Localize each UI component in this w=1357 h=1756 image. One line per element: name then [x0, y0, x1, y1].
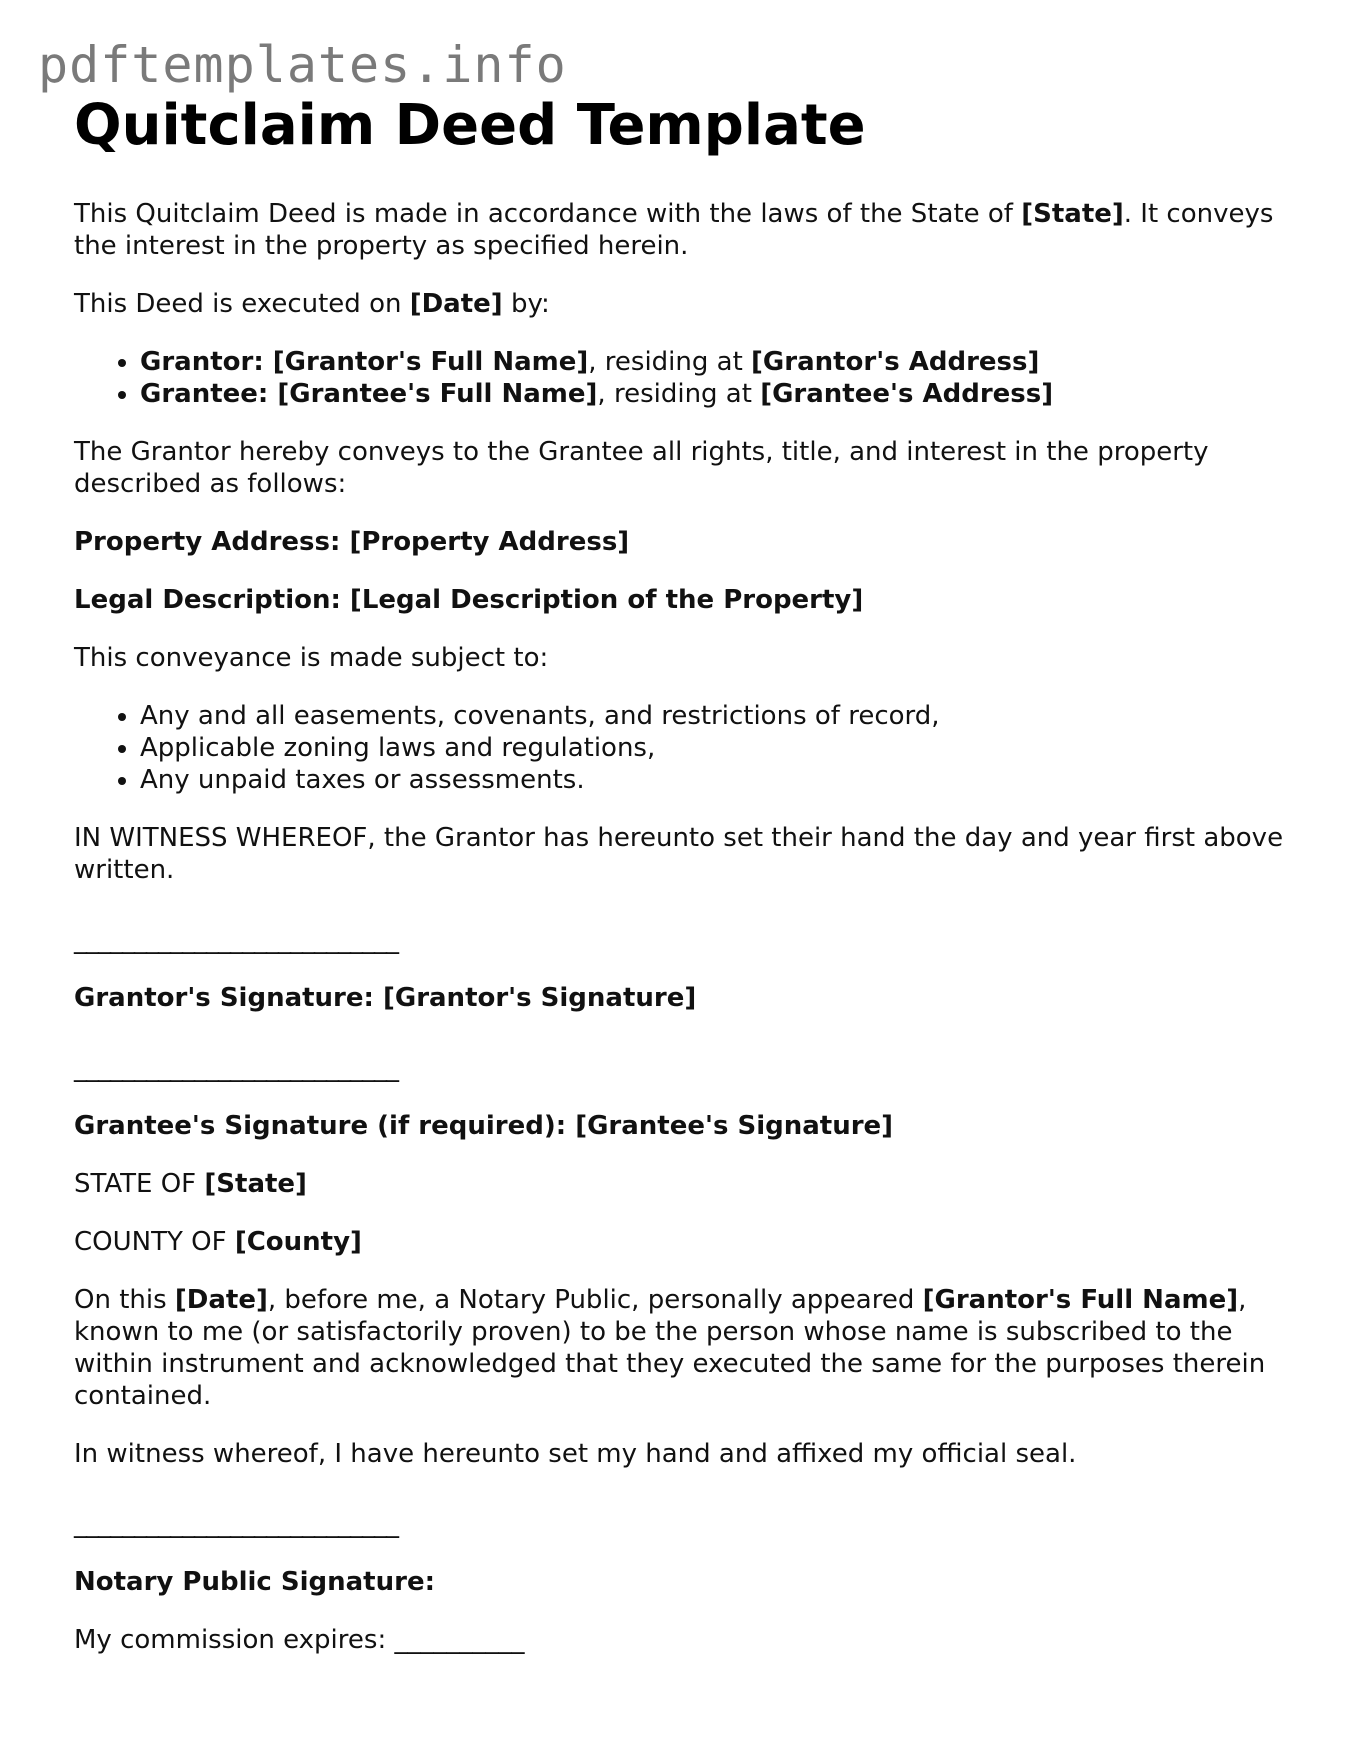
seal-paragraph: In witness whereof, I have hereunto set my hand and affixed my official seal. [74, 1439, 1077, 1470]
notary-signature-text: Notary Public Signature: [74, 1567, 435, 1598]
notary-text-end: , known to me (or satisfactorily proven) to be the person whose name is subscribed to the within instrument and acknowledged that they executed the same for the purposes therein contained. [74, 1285, 1266, 1412]
county-label: COUNTY OF [74, 1227, 235, 1258]
intro-text-end: . It conveys the interest in the property as specified herein. [74, 199, 1274, 262]
notary-paragraph [74, 1284, 1284, 1412]
grantor-address: [Grantor's Address] [751, 347, 1040, 378]
grantor-signature [74, 982, 1284, 1014]
list-item: • Any and all easements, covenants, and restrictions of record, [140, 700, 1284, 732]
notary-signature [74, 1566, 1284, 1598]
grantee-signature-text: Grantee's Signature (if required): [Grantee's Signature] [74, 1111, 894, 1142]
notary-text-mid: , before me, a Notary Public, personally appeared [267, 1285, 923, 1316]
executed-paragraph [74, 288, 1284, 320]
executed-text-end: by: [502, 289, 550, 320]
grantor-name: Grantor: [Grantor's Full Name] [140, 347, 589, 378]
subject-to-list [74, 700, 1284, 796]
witness-paragraph: IN WITNESS WHEREOF, the Grantor has hereunto set their hand the day and year first above written. [74, 823, 1284, 886]
grantor-signature-text: Grantor's Signature: [Grantor's Signature] [74, 983, 697, 1014]
residing-text: , residing at [588, 347, 752, 378]
executed-text: This Deed is executed on [74, 289, 410, 320]
legal-description [74, 584, 1284, 616]
page-title: Quitclaim Deed Template [74, 93, 866, 158]
grantee-signature-line: ___________________________ [74, 1053, 398, 1084]
notary-signature-line: ___________________________ [74, 1509, 398, 1540]
state-label: STATE OF [74, 1169, 205, 1200]
commission-expires: My commission expires: __________ [74, 1625, 525, 1656]
county-value: [County] [234, 1227, 362, 1258]
grantee-address: [Grantee's Address] [760, 379, 1054, 410]
document [74, 94, 1284, 1656]
watermark: pdftemplates.info [38, 36, 567, 94]
intro-paragraph [74, 198, 1284, 262]
residing-text: , residing at [597, 379, 761, 410]
grantor-signature-line: ___________________________ [74, 925, 398, 956]
intro-state: [State] [1021, 199, 1124, 230]
intro-text: This Quitclaim Deed is made in accordance with the laws of the State of [74, 199, 1022, 230]
grantee-name: Grantee: [Grantee's Full Name] [140, 379, 598, 410]
notary-date: [Date] [174, 1285, 268, 1316]
conveys-paragraph: The Grantor hereby conveys to the Grantee all rights, title, and interest in the property described as follows: [74, 437, 1209, 500]
executed-date: [Date] [409, 289, 503, 320]
notary-text: On this [74, 1285, 175, 1316]
list-item [140, 378, 1284, 410]
list-item [140, 346, 1284, 378]
state-line [74, 1168, 1284, 1200]
property-address-text: Property Address: [Property Address] [74, 527, 630, 558]
list-item: • Any unpaid taxes or assessments. [140, 764, 1284, 796]
grantee-signature [74, 1110, 1284, 1142]
legal-description-text: Legal Description: [Legal Description of the Property] [74, 585, 864, 616]
notary-grantor-name: [Grantor's Full Name] [922, 1285, 1239, 1316]
subject-to-intro: This conveyance is made subject to: [74, 643, 549, 674]
property-address [74, 526, 1284, 558]
county-line [74, 1226, 1284, 1258]
parties-list [74, 346, 1284, 410]
list-item: • Applicable zoning laws and regulations, [140, 732, 1284, 764]
state-value: [State] [204, 1169, 307, 1200]
